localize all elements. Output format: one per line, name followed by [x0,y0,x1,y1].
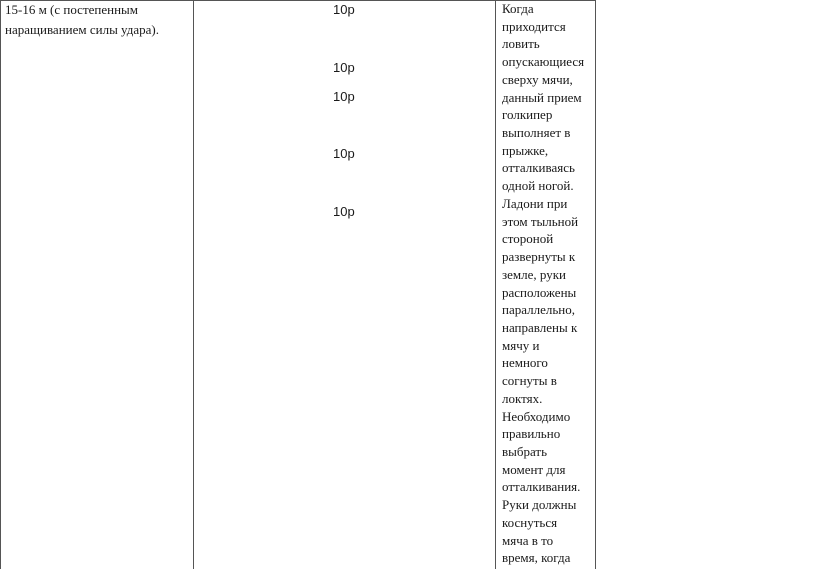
repetition-value: 10р [333,204,355,219]
repetition-value: 10р [333,60,355,75]
notes-line: немного [502,355,548,371]
notes-line: расположены [502,284,577,300]
notes-line: одной ногой. [502,178,574,194]
notes-line: направлены к [502,319,578,335]
notes-line: правильно [502,426,561,442]
notes-line: момент для [502,461,566,477]
notes-line: сверху мячи, [502,71,573,87]
notes-line: Необходимо [502,408,571,424]
notes-line: данный прием [502,89,582,105]
notes-line: согнуты в [502,373,557,389]
notes-line: выполняет в [502,125,571,141]
repetition-value: 10р [333,146,355,161]
notes-cell [502,0,592,567]
notes-line: мяча в то [502,532,554,548]
notes-line: локтях. [502,390,543,406]
column-divider-2 [495,0,496,569]
notes-line: голкипер [502,107,553,123]
notes-line: время, когда [502,550,571,566]
notes-line: отталкиваясь [502,160,575,176]
exercise-description-cell: 15-16 м (с постепенным наращиванием силы удара). [5,2,159,37]
notes-line: прыжке, [502,142,549,158]
notes-line: мячу и [502,337,540,353]
notes-line: отталкивания. [502,479,581,495]
repetition-value: 10р [333,89,355,104]
notes-line: коснуться [502,514,558,530]
notes-line: Ладони при [502,195,568,211]
notes-line: Когда [502,1,534,16]
notes-line: стороной [502,231,554,247]
notes-line: Руки должны [502,497,577,513]
notes-line: ловить [502,36,540,52]
repetition-value: 10р [333,2,355,17]
notes-line: выбрать [502,443,548,459]
table-right-border [595,0,596,569]
table-left-border [0,0,1,569]
notes-line: приходится [502,18,566,34]
notes-line: параллельно, [502,302,575,318]
notes-line: развернуты к [502,249,576,265]
notes-line: опускающиеся [502,54,585,70]
notes-line: этом тыльной [502,213,579,229]
column-divider-1 [193,0,194,569]
notes-line: земле, руки [502,266,566,282]
